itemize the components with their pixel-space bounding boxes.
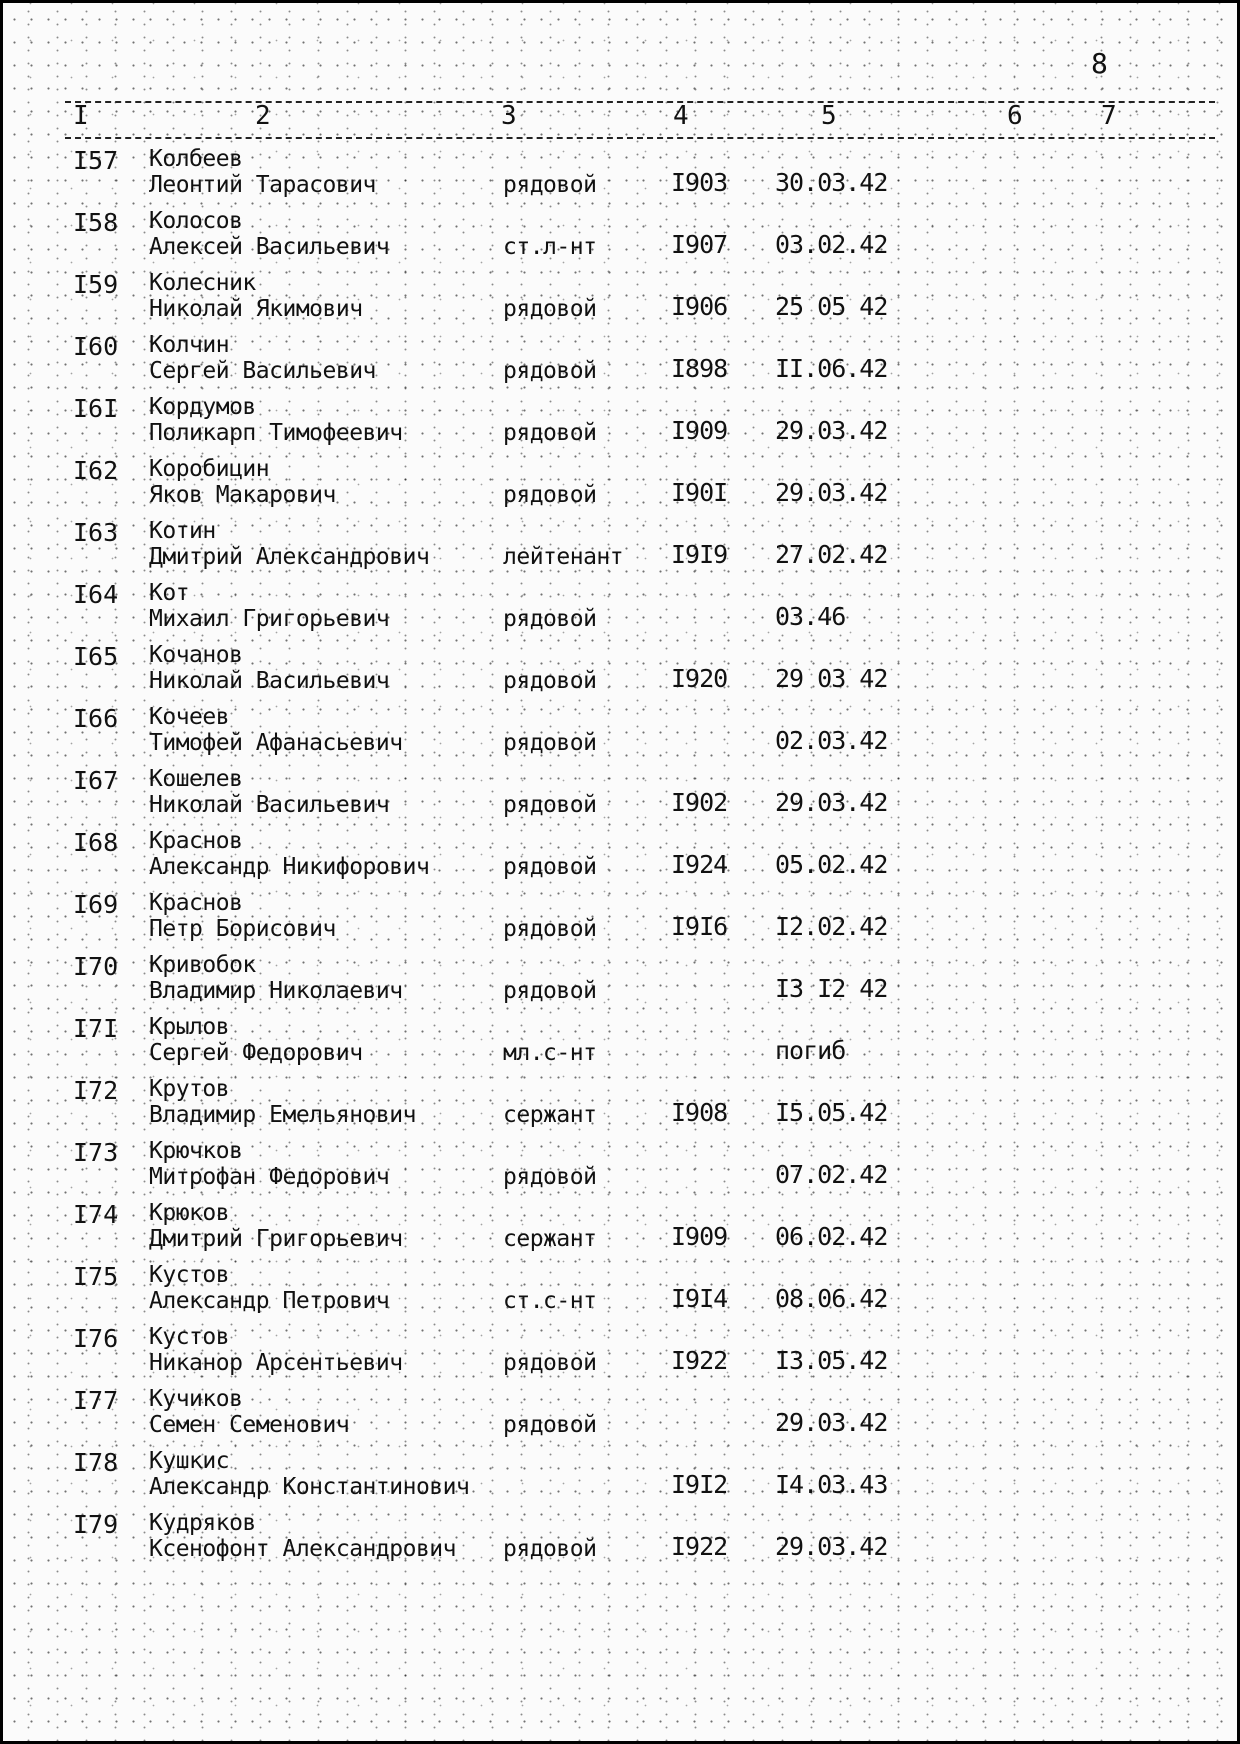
record-number: I72 bbox=[73, 1076, 119, 1105]
given-name: Владимир Николаевич bbox=[149, 978, 403, 1004]
birth-year: I9I9 bbox=[671, 540, 728, 569]
birth-year: I902 bbox=[671, 788, 728, 817]
table-row bbox=[3, 890, 1240, 952]
table-row bbox=[3, 208, 1240, 270]
date-of-death: 08.06.42 bbox=[775, 1284, 888, 1313]
given-name: Сергей Васильевич bbox=[149, 358, 376, 384]
birth-year: I90I bbox=[671, 478, 728, 507]
date-of-death: 05.02.42 bbox=[775, 850, 888, 879]
surname: Крылов bbox=[149, 1014, 230, 1040]
table-row bbox=[3, 146, 1240, 208]
surname: Коробицин bbox=[149, 456, 270, 482]
column-header-3: 3 bbox=[501, 101, 517, 131]
surname: Кучиков bbox=[149, 1386, 243, 1412]
date-of-death: 02.03.42 bbox=[775, 726, 888, 755]
date-of-death: 29.03.42 bbox=[775, 1408, 888, 1437]
table-row bbox=[3, 1200, 1240, 1262]
table-row bbox=[3, 642, 1240, 704]
record-number: I65 bbox=[73, 642, 119, 671]
military-rank: сержант bbox=[503, 1226, 597, 1252]
record-number: I75 bbox=[73, 1262, 119, 1291]
birth-year: I920 bbox=[671, 664, 728, 693]
given-name: Михаил Григорьевич bbox=[149, 606, 390, 632]
birth-year: I924 bbox=[671, 850, 728, 879]
table-row bbox=[3, 394, 1240, 456]
date-of-death: I2.02.42 bbox=[775, 912, 888, 941]
given-name: Дмитрий Григорьевич bbox=[149, 1226, 403, 1252]
birth-year: I922 bbox=[671, 1532, 728, 1561]
record-number: I74 bbox=[73, 1200, 119, 1229]
table-row bbox=[3, 518, 1240, 580]
military-rank: мл.с-нт bbox=[503, 1040, 597, 1066]
date-of-death: 29.03.42 bbox=[775, 1532, 888, 1561]
date-of-death: 25 05 42 bbox=[775, 292, 888, 321]
surname: Кот bbox=[149, 580, 190, 606]
military-rank: рядовой bbox=[503, 1536, 597, 1562]
given-name: Леонтий Тарасович bbox=[149, 172, 376, 198]
surname: Крюков bbox=[149, 1200, 230, 1226]
given-name: Яков Макарович bbox=[149, 482, 336, 508]
military-rank: рядовой bbox=[503, 854, 597, 880]
table-row bbox=[3, 1262, 1240, 1324]
surname: Кудряков bbox=[149, 1510, 256, 1536]
birth-year: I903 bbox=[671, 168, 728, 197]
header-rule-bottom bbox=[65, 137, 1215, 139]
record-number: I58 bbox=[73, 208, 119, 237]
table-row bbox=[3, 766, 1240, 828]
table-row bbox=[3, 1014, 1240, 1076]
given-name: Ксенофонт Александрович bbox=[149, 1536, 456, 1562]
record-number: I66 bbox=[73, 704, 119, 733]
surname: Кривобок bbox=[149, 952, 256, 978]
surname: Краснов bbox=[149, 828, 243, 854]
date-of-death: 29.03.42 bbox=[775, 478, 888, 507]
surname: Котин bbox=[149, 518, 216, 544]
table-row bbox=[3, 952, 1240, 1014]
military-rank: рядовой bbox=[503, 420, 597, 446]
military-rank: рядовой bbox=[503, 358, 597, 384]
table-row bbox=[3, 332, 1240, 394]
record-number: I79 bbox=[73, 1510, 119, 1539]
birth-year: I908 bbox=[671, 1098, 728, 1127]
given-name: Николай Васильевич bbox=[149, 668, 390, 694]
military-rank: рядовой bbox=[503, 1412, 597, 1438]
record-number: I59 bbox=[73, 270, 119, 299]
record-number: I68 bbox=[73, 828, 119, 857]
surname: Колбеев bbox=[149, 146, 243, 172]
birth-year: I9I4 bbox=[671, 1284, 728, 1313]
table-row bbox=[3, 270, 1240, 332]
given-name: Сергей Федорович bbox=[149, 1040, 363, 1066]
table-row bbox=[3, 1324, 1240, 1386]
given-name: Никанор Арсентьевич bbox=[149, 1350, 403, 1376]
record-number: I63 bbox=[73, 518, 119, 547]
record-number: I77 bbox=[73, 1386, 119, 1415]
surname: Кушкис bbox=[149, 1448, 230, 1474]
record-number: I6I bbox=[73, 394, 119, 423]
birth-year: I898 bbox=[671, 354, 728, 383]
date-of-death: 06.02.42 bbox=[775, 1222, 888, 1251]
birth-year: I907 bbox=[671, 230, 728, 259]
military-rank: рядовой bbox=[503, 730, 597, 756]
table-row bbox=[3, 1386, 1240, 1448]
table-row bbox=[3, 1510, 1240, 1572]
date-of-death: 29 03 42 bbox=[775, 664, 888, 693]
record-number: I57 bbox=[73, 146, 119, 175]
record-number: I64 bbox=[73, 580, 119, 609]
military-rank: рядовой bbox=[503, 1350, 597, 1376]
table-row bbox=[3, 1138, 1240, 1200]
military-rank: лейтенант bbox=[503, 544, 624, 570]
record-number: I78 bbox=[73, 1448, 119, 1477]
record-number: I70 bbox=[73, 952, 119, 981]
column-header-7: 7 bbox=[1101, 101, 1117, 131]
table-row bbox=[3, 1076, 1240, 1138]
surname: Кордумов bbox=[149, 394, 256, 420]
record-number: I62 bbox=[73, 456, 119, 485]
record-number: I73 bbox=[73, 1138, 119, 1167]
surname: Крутов bbox=[149, 1076, 230, 1102]
birth-year: I922 bbox=[671, 1346, 728, 1375]
military-rank: сержант bbox=[503, 1102, 597, 1128]
table-row bbox=[3, 704, 1240, 766]
military-rank: ст.л-нт bbox=[503, 234, 597, 260]
surname: Крючков bbox=[149, 1138, 243, 1164]
record-number: I69 bbox=[73, 890, 119, 919]
surname: Кошелев bbox=[149, 766, 243, 792]
table-row bbox=[3, 456, 1240, 518]
date-of-death: погиб bbox=[775, 1036, 846, 1065]
column-header-6: 6 bbox=[1007, 101, 1023, 131]
military-rank: рядовой bbox=[503, 668, 597, 694]
date-of-death: 29.03.42 bbox=[775, 788, 888, 817]
surname: Кустов bbox=[149, 1324, 230, 1350]
column-header-4: 4 bbox=[673, 101, 689, 131]
surname: Кочанов bbox=[149, 642, 243, 668]
surname: Колосов bbox=[149, 208, 243, 234]
birth-year: I9I6 bbox=[671, 912, 728, 941]
given-name: Николай Якимович bbox=[149, 296, 363, 322]
column-header-2: 2 bbox=[255, 101, 271, 131]
date-of-death: 03.46 bbox=[775, 602, 846, 631]
record-number: I60 bbox=[73, 332, 119, 361]
surname: Колчин bbox=[149, 332, 230, 358]
date-of-death: 07.02.42 bbox=[775, 1160, 888, 1189]
military-rank: рядовой bbox=[503, 978, 597, 1004]
military-rank: рядовой bbox=[503, 482, 597, 508]
military-rank: рядовой bbox=[503, 1164, 597, 1190]
record-number: I76 bbox=[73, 1324, 119, 1353]
military-rank: рядовой bbox=[503, 296, 597, 322]
column-header-1: I bbox=[73, 101, 89, 131]
record-number: I7I bbox=[73, 1014, 119, 1043]
record-number: I67 bbox=[73, 766, 119, 795]
given-name: Александр Константинович bbox=[149, 1474, 470, 1500]
surname: Краснов bbox=[149, 890, 243, 916]
surname: Кочеев bbox=[149, 704, 230, 730]
military-rank: ст.с-нт bbox=[503, 1288, 597, 1314]
military-rank: рядовой bbox=[503, 172, 597, 198]
date-of-death: 27.02.42 bbox=[775, 540, 888, 569]
given-name: Поликарп Тимофеевич bbox=[149, 420, 403, 446]
date-of-death: 30.03.42 bbox=[775, 168, 888, 197]
military-rank: рядовой bbox=[503, 916, 597, 942]
birth-year: I909 bbox=[671, 416, 728, 445]
date-of-death: 29.03.42 bbox=[775, 416, 888, 445]
date-of-death: I4.03.43 bbox=[775, 1470, 888, 1499]
birth-year: I909 bbox=[671, 1222, 728, 1251]
table-row bbox=[3, 828, 1240, 890]
given-name: Владимир Емельянович bbox=[149, 1102, 416, 1128]
page-number: 8 bbox=[1091, 47, 1108, 80]
date-of-death: 03.02.42 bbox=[775, 230, 888, 259]
given-name: Семен Семенович bbox=[149, 1412, 350, 1438]
given-name: Александр Петрович bbox=[149, 1288, 390, 1314]
date-of-death: I5.05.42 bbox=[775, 1098, 888, 1127]
given-name: Николай Васильевич bbox=[149, 792, 390, 818]
given-name: Дмитрий Александрович bbox=[149, 544, 430, 570]
date-of-death: I3 I2 42 bbox=[775, 974, 888, 1003]
date-of-death: I3.05.42 bbox=[775, 1346, 888, 1375]
given-name: Алексей Васильевич bbox=[149, 234, 390, 260]
military-rank: рядовой bbox=[503, 606, 597, 632]
given-name: Александр Никифорович bbox=[149, 854, 430, 880]
given-name: Петр Борисович bbox=[149, 916, 336, 942]
surname: Колесник bbox=[149, 270, 256, 296]
birth-year: I906 bbox=[671, 292, 728, 321]
surname: Кустов bbox=[149, 1262, 230, 1288]
given-name: Тимофей Афанасьевич bbox=[149, 730, 403, 756]
given-name: Митрофан Федорович bbox=[149, 1164, 390, 1190]
birth-year: I9I2 bbox=[671, 1470, 728, 1499]
column-header-5: 5 bbox=[821, 101, 837, 131]
date-of-death: II.06.42 bbox=[775, 354, 888, 383]
table-row bbox=[3, 580, 1240, 642]
military-rank: рядовой bbox=[503, 792, 597, 818]
table-row bbox=[3, 1448, 1240, 1510]
